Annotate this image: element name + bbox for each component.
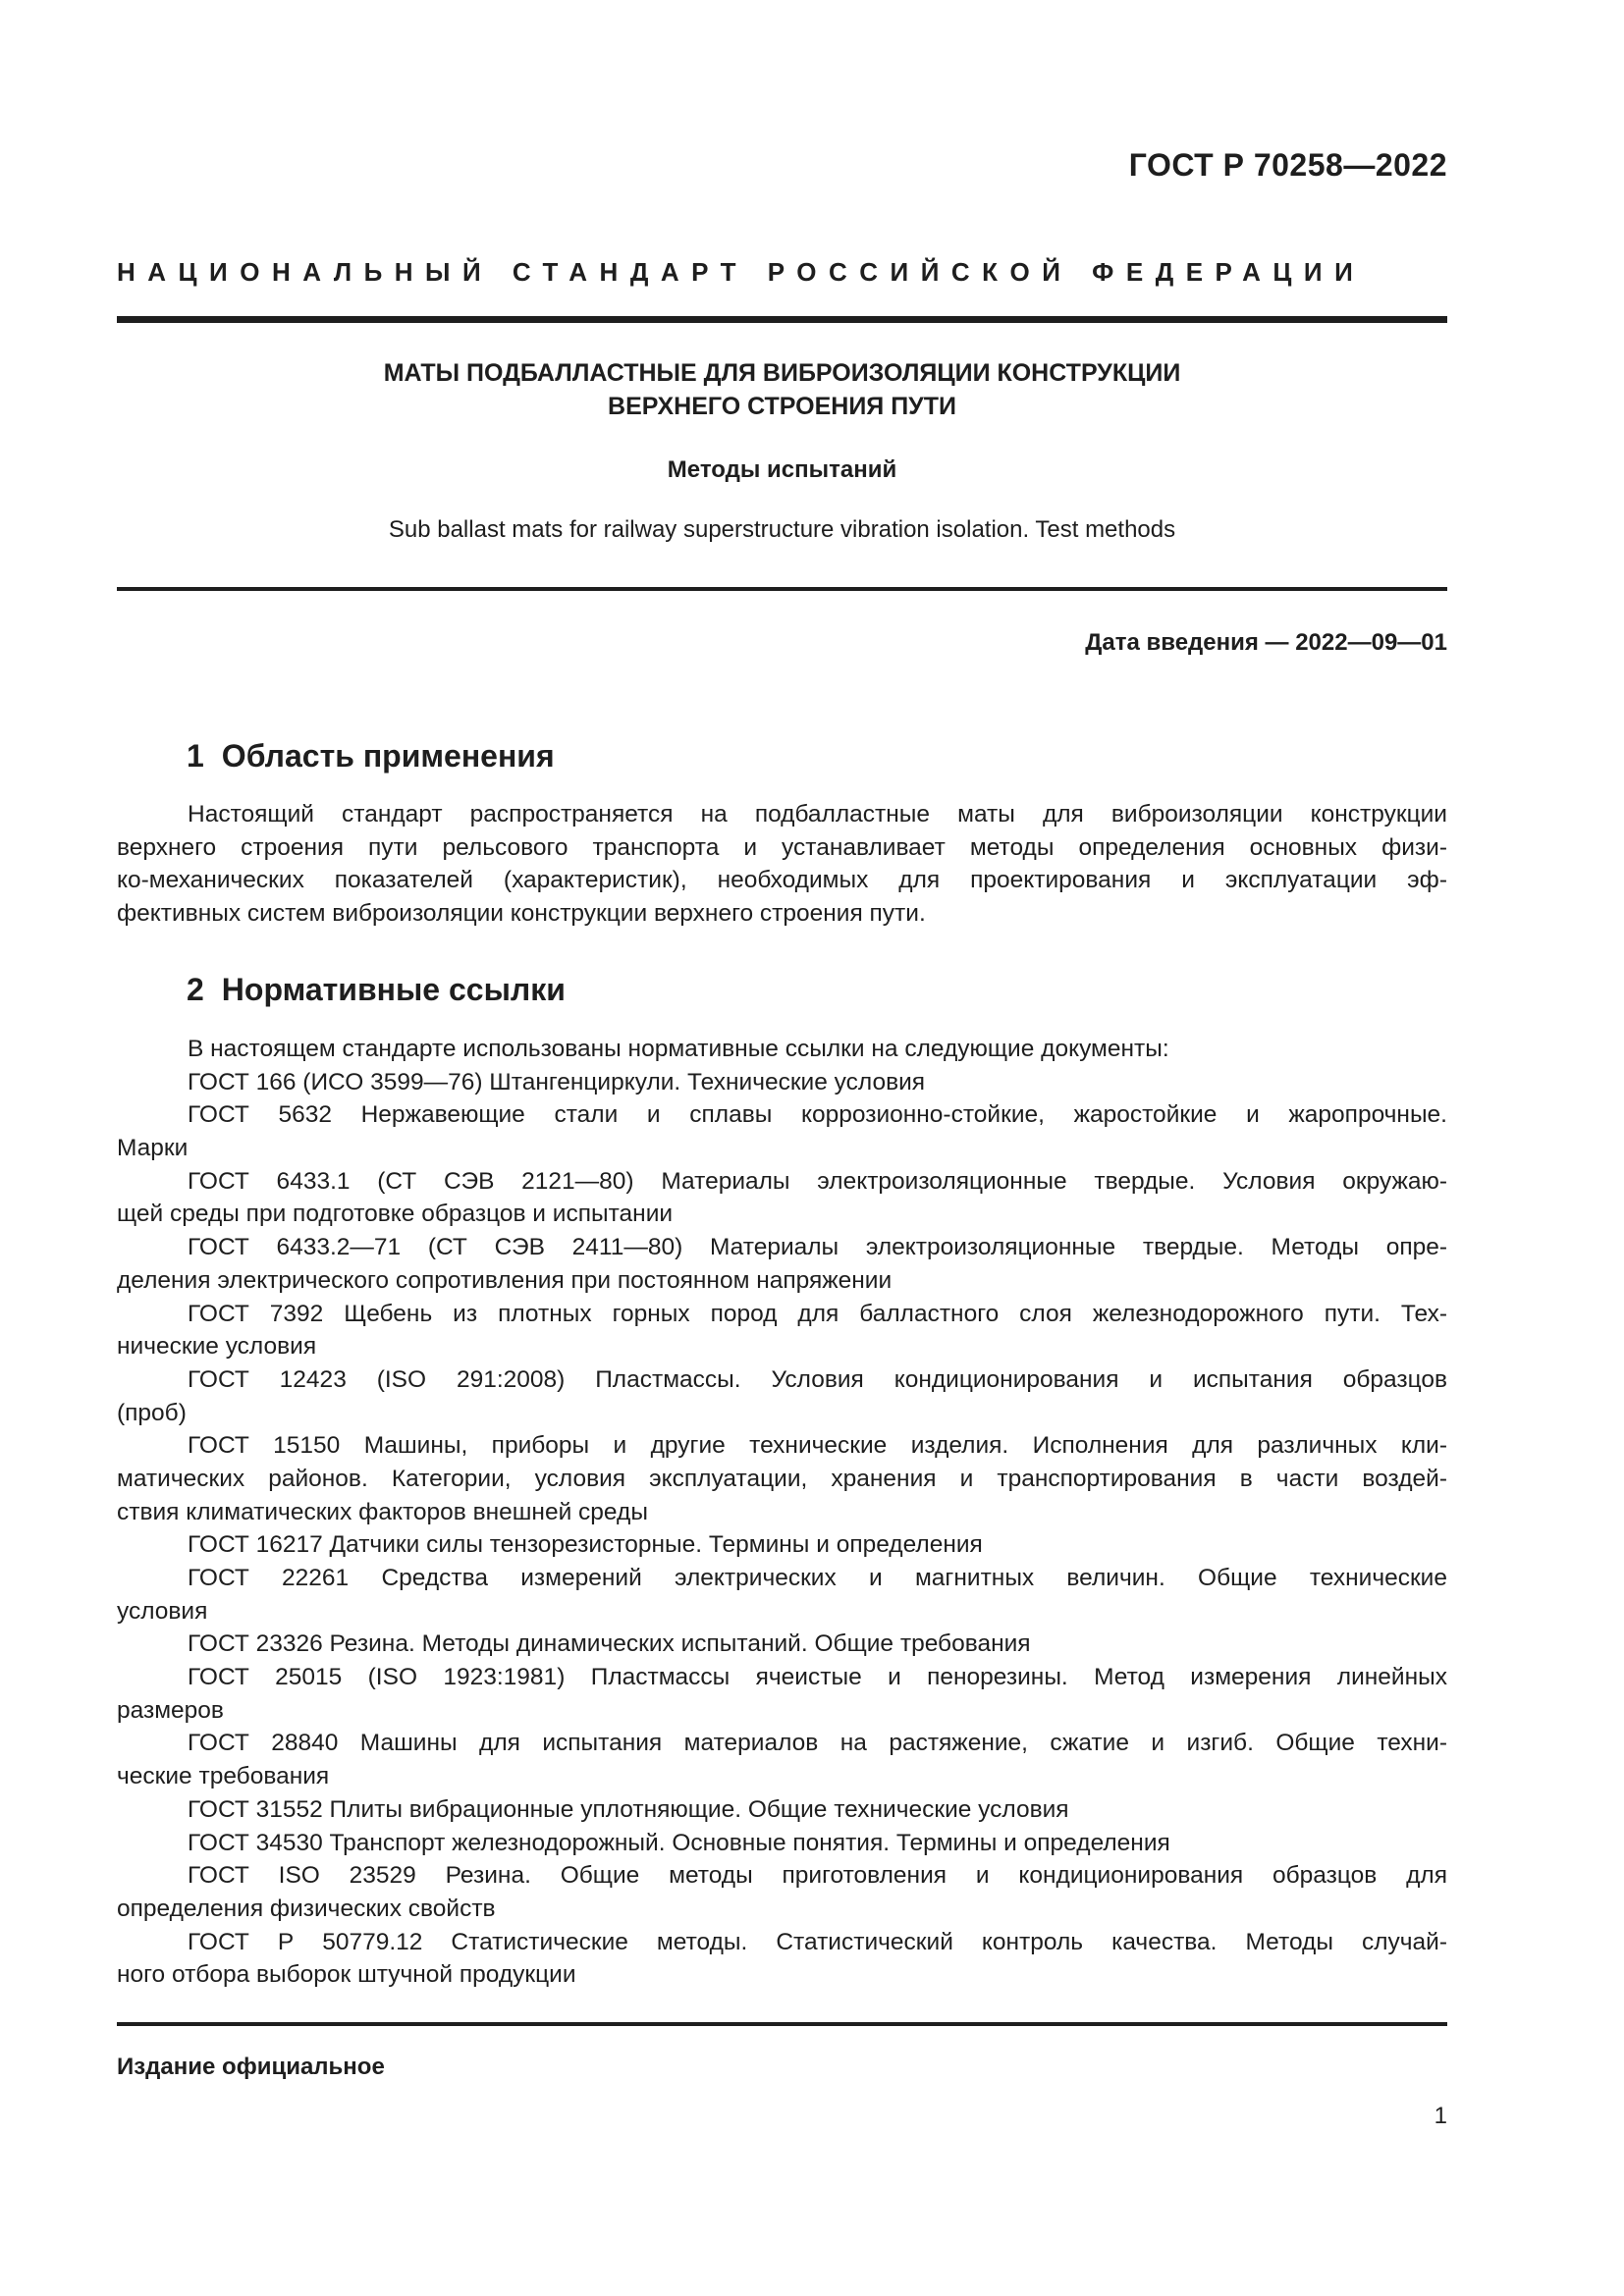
- section-1-title: Область применения: [221, 738, 555, 774]
- national-standard-title: НАЦИОНАЛЬНЫЙ СТАНДАРТ РОССИЙСКОЙ ФЕДЕРАЦИИ: [117, 257, 1366, 287]
- reference-line: ГОСТ 31552 Плиты вибрационные уплотняющие. Общие технические условия: [188, 1795, 1069, 1823]
- reference-line: ГОСТ 34530 Транспорт железнодорожный. Основные понятия. Термины и определения: [188, 1829, 1170, 1856]
- title-line-1: МАТЫ ПОДБАЛЛАСТНЫЕ ДЛЯ ВИБРОИЗОЛЯЦИИ КОНСТРУКЦИИ: [383, 359, 1181, 387]
- reference-line: ного отбора выборок штучной продукции: [117, 1961, 576, 1989]
- section-2-number: 2: [187, 972, 204, 1007]
- bottom-rule: [117, 2022, 1447, 2026]
- reference-line: деления электрического сопротивления при постоянном напряжении: [117, 1266, 893, 1294]
- section-1-number: 1: [187, 738, 204, 774]
- reference-line: ГОСТ 166 (ИСО 3599—76) Штангенциркули. Технические условия: [188, 1068, 926, 1095]
- reference-line: размеров: [117, 1696, 224, 1724]
- document-subtitle: Методы испытаний: [667, 456, 897, 483]
- paragraph-line: верхнего строения пути рельсового транспорта и устанавливает методы определения основных физи-: [117, 833, 1447, 861]
- reference-line: ствия климатических факторов внешней среды: [117, 1498, 648, 1525]
- middle-rule: [117, 587, 1447, 591]
- paragraph-line: фективных систем виброизоляции конструкции верхнего строения пути.: [117, 900, 926, 928]
- reference-line: ческие требования: [117, 1763, 330, 1790]
- document-title: [117, 356, 1447, 423]
- reference-line: ГОСТ Р 50779.12 Статистические методы. Статистический контроль качества. Методы случай-: [188, 1928, 1447, 1955]
- english-title: Sub ballast mats for railway superstructure vibration isolation. Test methods: [388, 516, 1176, 543]
- page-number: 1: [1434, 2103, 1447, 2129]
- reference-line: ГОСТ 22261 Средства измерений электрических и магнитных величин. Общие технические: [188, 1565, 1447, 1591]
- paragraph-line: В настоящем стандарте использованы нормативные ссылки на следующие документы:: [188, 1036, 1169, 1062]
- title-line-2: ВЕРХНЕГО СТРОЕНИЯ ПУТИ: [608, 393, 956, 420]
- top-rule: [117, 316, 1447, 323]
- reference-line: ГОСТ 7392 Щебень из плотных горных пород для балластного слоя железнодорожного пути. Тех-: [188, 1300, 1447, 1327]
- reference-line: ГОСТ 25015 (ISO 1923:1981) Пластмассы ячеистые и пенорезины. Метод измерения линейных: [188, 1664, 1447, 1691]
- reference-line: ГОСТ 23326 Резина. Методы динамических испытаний. Общие требования: [188, 1630, 1031, 1658]
- reference-line: нические условия: [117, 1333, 317, 1361]
- reference-line: ГОСТ 6433.2—71 (СТ СЭВ 2411—80) Материалы электроизоляционные твердые. Методы опре-: [188, 1234, 1447, 1261]
- reference-line: Марки: [117, 1135, 189, 1162]
- reference-line: ГОСТ 5632 Нержавеющие стали и сплавы коррозионно-стойкие, жаростойкие и жаропрочные.: [188, 1101, 1447, 1129]
- reference-line: ГОСТ 16217 Датчики силы тензорезисторные. Термины и определения: [188, 1531, 983, 1559]
- reference-line: определения физических свойств: [117, 1895, 496, 1922]
- reference-line: щей среды при подготовке образцов и испытании: [117, 1201, 674, 1228]
- official-edition-label: Издание официальное: [117, 2054, 385, 2080]
- section-2-heading: [187, 972, 566, 1008]
- section-1-heading: [187, 738, 555, 774]
- introduction-date: Дата введения — 2022—09—01: [1085, 629, 1447, 656]
- section-2-body: [117, 1033, 1447, 1992]
- reference-line: ГОСТ 6433.1 (СТ СЭВ 2121—80) Материалы электроизоляционные твердые. Условия окружаю-: [188, 1167, 1447, 1195]
- section-2-title: Нормативные ссылки: [221, 972, 566, 1007]
- reference-line: матических районов. Категории, условия эксплуатации, хранения и транспортирования в части воздей-: [117, 1465, 1447, 1492]
- document-number: ГОСТ Р 70258—2022: [1128, 147, 1447, 183]
- reference-line: условия: [117, 1597, 208, 1625]
- reference-line: (проб): [117, 1399, 187, 1426]
- reference-line: ГОСТ 12423 (ISO 291:2008) Пластмассы. Условия кондиционирования и испытания образцов: [188, 1365, 1447, 1393]
- paragraph-line: ко-механических показателей (характеристик), необходимых для проектирования и эксплуатации эф-: [117, 867, 1447, 894]
- paragraph-line: Настоящий стандарт распространяется на подбалластные маты для виброизоляции конструкции: [188, 801, 1447, 828]
- section-1-body: [117, 798, 1447, 931]
- reference-line: ГОСТ ISO 23529 Резина. Общие методы приготовления и кондиционирования образцов для: [188, 1862, 1447, 1890]
- reference-line: ГОСТ 28840 Машины для испытания материалов на растяжение, сжатие и изгиб. Общие техни-: [188, 1730, 1447, 1757]
- reference-line: ГОСТ 15150 Машины, приборы и другие технические изделия. Исполнения для различных кли-: [188, 1432, 1447, 1460]
